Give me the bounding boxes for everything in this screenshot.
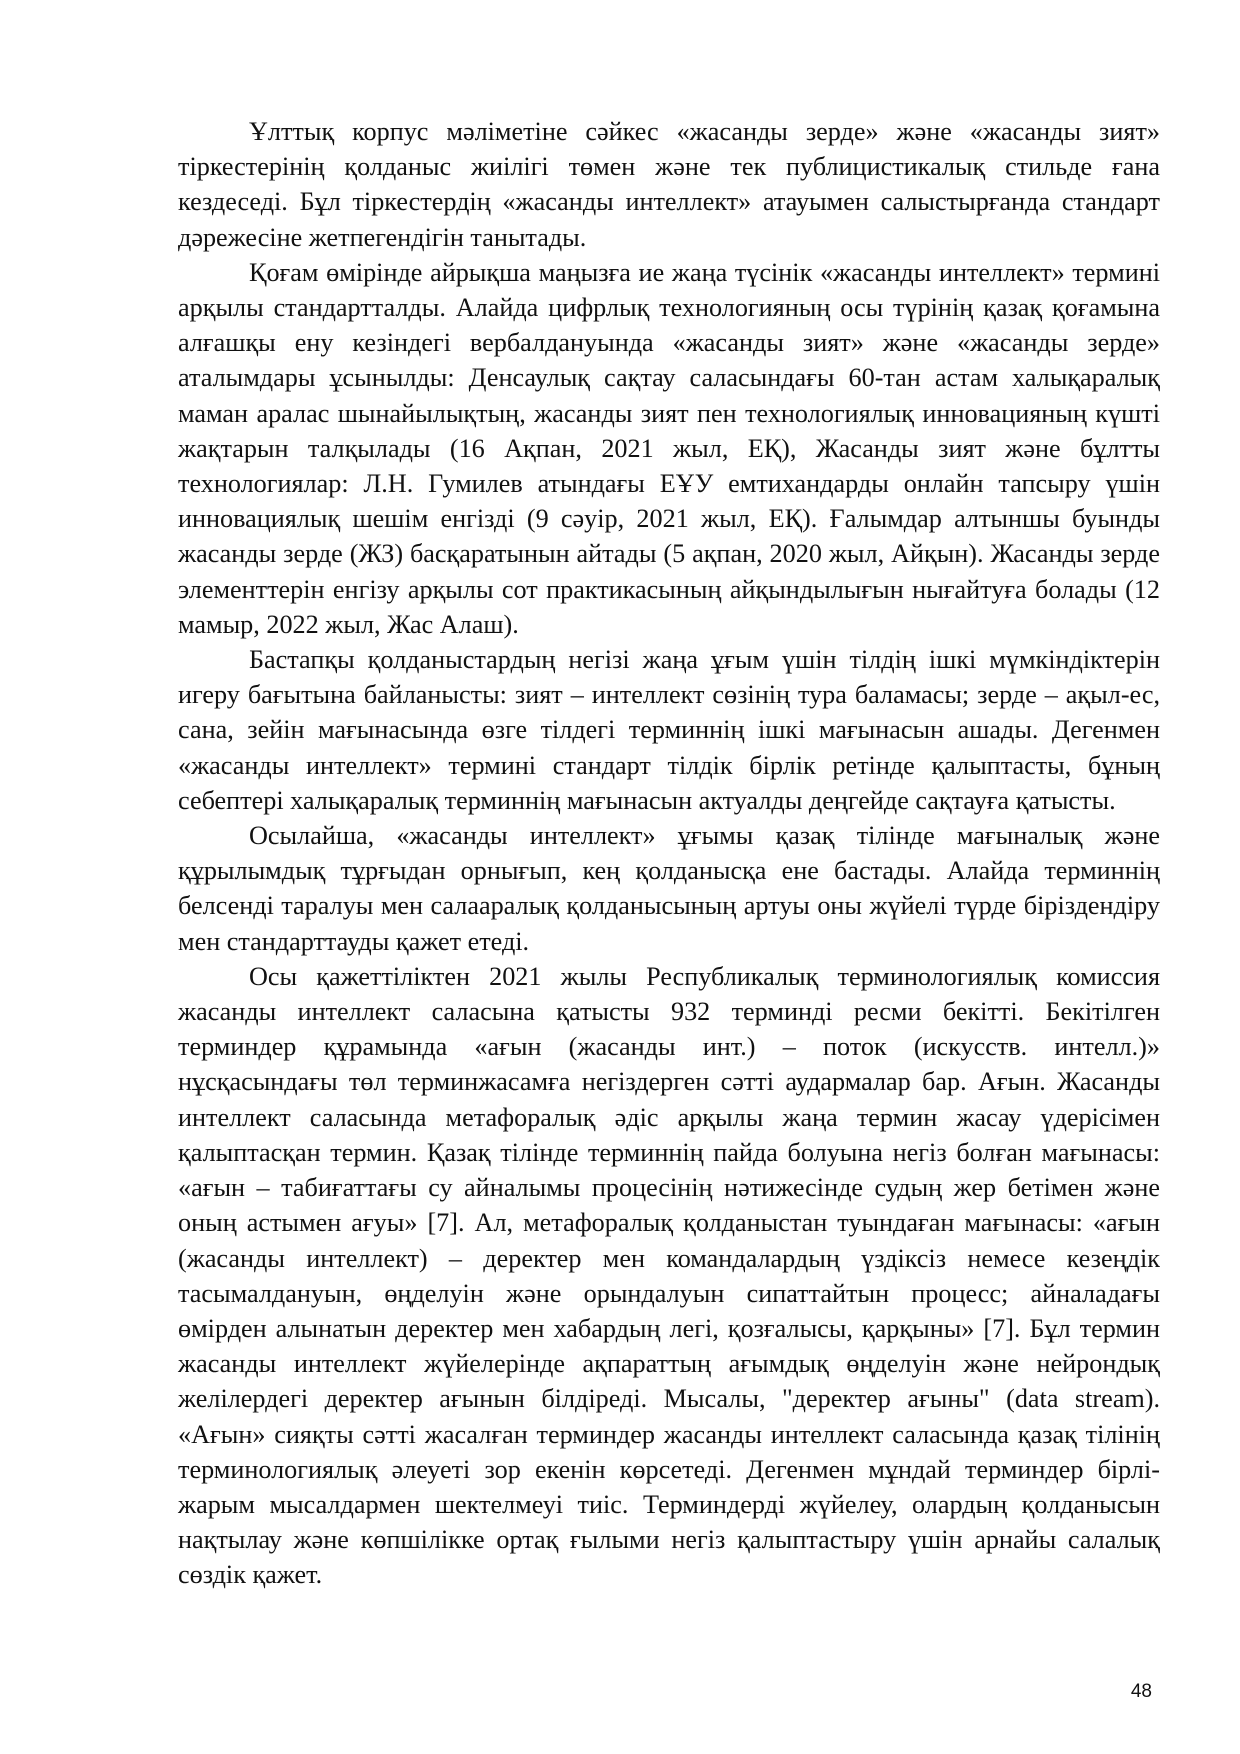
paragraph: Осы қажеттіліктен 2021 жылы Республикалық терминологиялық комиссия жасанды интеллект саласына қатысты 932 терминді ресми бекітті. Бекітілген терминдер құрамында «ағын (жасанды инт.) – поток (искусств. интелл.)» нұсқасындағы төл терминжасамға негіздерген сәтті аудармалар бар. Ағын. Жасанды интеллект саласында метафоралық әдіс арқылы жаңа термин жасау үдерісімен қалыптасқан термин. Қазақ тілінде терминнің пайда болуына негіз болған мағынасы: «ағын – табиғаттағы су айналымы процесінің нәтижесінде судың жер бетімен және оның астымен ағуы» [7]. Ал, метафоралық қолданыстан туындаған мағынасы: «ағын (жасанды интеллект) – деректер мен командалардың үздіксіз немесе кезеңдік тасымалдануын, өңделуін және орындалуын сипаттайтын процесс; айналадағы өмірден алынатын деректер мен хабардың легі, қозғалысы, қарқыны» [7]. Бұл термин жасанды интеллект жүйелерінде ақпараттың ағымдық өңделуін және нейрондық желілердегі деректер ағынын білдіреді. Мысалы, "деректер ағыны" (data stream). «Ағын» сияқты сәтті жасалған терминдер жасанды интеллект саласында қазақ тілінің терминологиялық әлеуеті зор екенін көрсетеді. Дегенмен мұндай терминдер бірлі-жарым мысалдармен шектелмеуі тиіс. Терминдерді жүйелеу, олардың қолданысын нақтылау және көпшілікке ортақ ғылыми негіз қалыптастыру үшін арнайы салалық сөздік қажет. [178,961,1160,1590]
paragraph: Бастапқы қолданыстардың негізі жаңа ұғым үшін тілдің ішкі мүмкіндіктерін игеру бағытына байланысты: зият – интеллект сөзінің тура баламасы; зерде – ақыл-ес, сана, зейін мағынасында өзге тілдегі терминнің ішкі мағынасын ашады. Дегенмен «жасанды интеллект» термині стандарт тілдік бірлік ретінде қалыптасты, бұның себептері халықаралық терминнің мағынасын актуалды деңгейде сақтауға қатысты. [178,645,1160,815]
page-number: 48 [1130,1681,1152,1702]
body-text [178,114,1160,1593]
paragraph: Осылайша, «жасанды интеллект» ұғымы қазақ тілінде мағыналық және құрылымдық тұрғыдан орнығып, кең қолданысқа ене бастады. Алайда терминнің белсенді таралуы мен салааралық қолданысының артуы оны жүйелі түрде біріздендіру мен стандарттауды қажет етеді. [178,821,1160,956]
paragraph: Қоғам өмірінде айрықша маңызға ие жаңа түсінік «жасанды интеллект» термині арқылы стандартталды. Алайда цифрлық технологияның осы түрінің қазақ қоғамына алғашқы ену кезіндегі вербалдануында «жасанды зият» және «жасанды зерде» аталымдары ұсынылды: Денсаулық сақтау саласындағы 60-тан астам халықаралық маман аралас шынайылықтың, жасанды зият пен технологиялық инновацияның күшті жақтарын талқылады (16 Ақпан, 2021 жыл, ЕҚ), Жасанды зият және бұлтты технологиялар: Л.Н. Гумилев атындағы ЕҰУ емтихандарды онлайн тапсыру үшін инновациялық шешім енгізді (9 сәуір, 2021 жыл, ЕҚ). Ғалымдар алтыншы буынды жасанды зерде (ЖЗ) басқаратынын айтады (5 ақпан, 2020 жыл, Айқын). Жасанды зерде элементтерін енгізу арқылы сот практикасының айқындылығын нығайтуға болады (12 мамыр, 2022 жыл, Жас Алаш). [178,257,1160,639]
paragraph: Ұлттық корпус мәліметіне сәйкес «жасанды зерде» және «жасанды зият» тіркестерінің қолданыс жиілігі төмен және тек публицистикалық стильде ғана кездеседі. Бұл тіркестердің «жасанды интеллект» атауымен салыстырғанда стандарт дәрежесіне жетпегендігін танытады. [178,117,1160,252]
